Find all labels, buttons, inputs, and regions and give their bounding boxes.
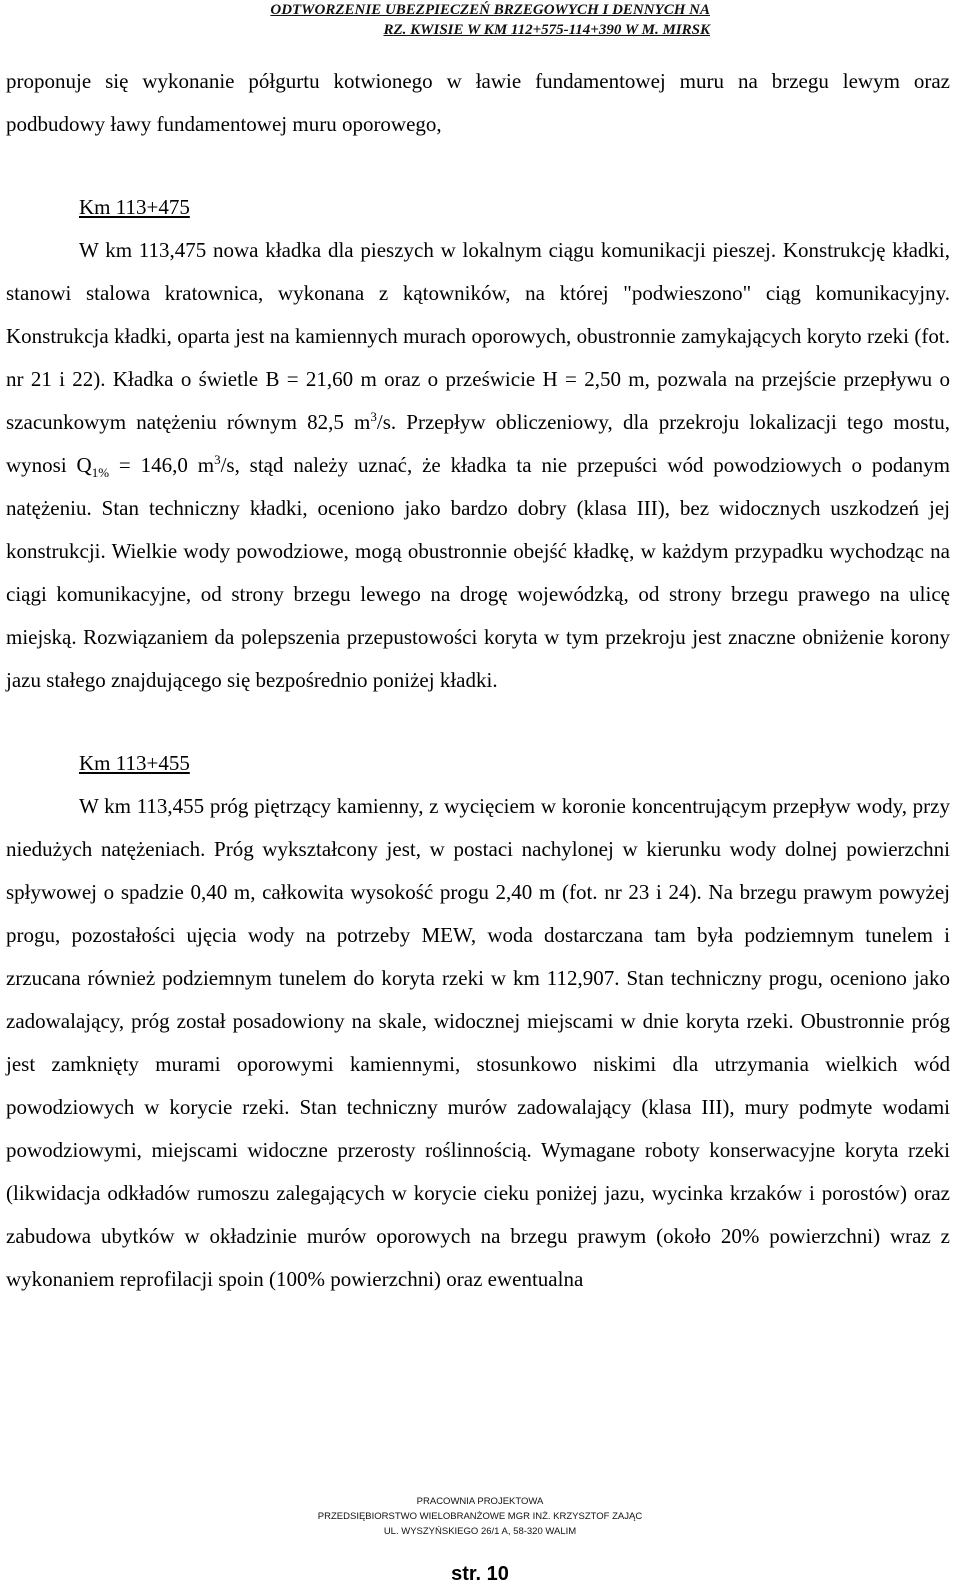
paragraph-text: /s, stąd należy uznać, że kładka ta nie przepuści wód powodziowych o podanym natężeniu. Stan techniczny kładki, oceniono jako bardzo dobry (klasa III), bez widocznych uszkodzeń jej konstrukcji. Wielkie wody powodziowe, mogą obustronnie obejść kładkę, w każdym przypadku wychodząc na ciągi komunikacyjne, od strony brzegu lewego na drogę wojewódzką, od strony brzegu prawego na ulicę miejską. Rozwiązaniem da polepszenia przepustowości koryta w tym przekroju jest znaczne obniżenie korony jazu stałego znajdującego się bezpośrednio poniżej kładki. — [6, 453, 950, 692]
footer-line-3: UL. WYSZYŃSKIEGO 26/1 A, 58-320 WALIM — [383, 1526, 577, 1537]
page-number: str. 10 — [451, 1563, 509, 1585]
superscript: 3 — [370, 409, 377, 424]
footer-line-2: PRZEDSIĘBIORSTWO WIELOBRANŻOWE MGR INŻ. KRZYSZTOF ZAJĄC — [317, 1511, 643, 1522]
subscript: 1% — [91, 465, 110, 481]
document-header — [0, 0, 960, 40]
section-heading-113-455: Km 113+455 — [79, 751, 190, 775]
document-footer — [0, 1494, 960, 1539]
header-line-2: RZ. KWISIE W KM 112+575-114+390 W M. MIRSK — [383, 22, 710, 38]
paragraph-text: /s. Przepływ obliczeniowy, dla przekroju lokalizacji tego mostu, wynosi Q — [6, 410, 950, 477]
paragraph-text: W km 113,475 nowa kładka dla pieszych w lokalnym ciągu komunikacji pieszej. Konstrukcję kładki, stanowi stalowa kratownica, wykonana z kątowników, na której "podwieszono" ciąg komunikacyjny. Konstrukcja kładki, oparta jest na kamiennych murach oporowych, obustronnie zamykających koryto rzeki (fot. nr 21 i 22). Kładka o świetle B = 21,60 m oraz o prześwicie H = 2,50 m, pozwala na przejście przepływu o szacunkowym natężeniu równym 82,5 m — [6, 238, 950, 434]
intro-paragraph: proponuje się wykonanie półgurtu kotwionego w ławie fundamentowej muru na brzegu lewym oraz podbudowy ławy fundamentowej muru oporowego, — [6, 69, 950, 136]
footer-line-1: PRACOWNIA PROJEKTOWA — [416, 1496, 544, 1507]
header-line-1: ODTWORZENIE UBEZPIECZEŃ BRZEGOWYCH I DENNYCH NA — [270, 2, 710, 18]
superscript: 3 — [214, 452, 221, 467]
document-body — [6, 60, 950, 1301]
paragraph-text: = 146,0 m — [109, 453, 215, 477]
section-heading-113-475: Km 113+475 — [79, 195, 190, 219]
section-paragraph-113-455: W km 113,455 próg piętrzący kamienny, z wycięciem w koronie koncentrującym przepływ wody, przy niedużych natężeniach. Próg wykształcony jest, w postaci nachylonej w kierunku wody dolnej powierzchni spływowej o spadzie 0,40 m, całkowita wysokość progu 2,40 m (fot. nr 23 i 24). Na brzegu prawym powyżej progu, pozostałości ujęcia wody na potrzeby MEW, woda dostarczana tam była podziemnym tunelem i zrzucana również podziemnym tunelem do koryta rzeki w km 112,907. Stan techniczny progu, oceniono jako zadowalający, próg został posadowiony na skale, widocznej miejscami w dnie koryta rzeki. Obustronnie próg jest zamknięty murami oporowymi kamiennymi, stosunkowo niskimi dla utrzymania wielkich wód powodziowych w korycie rzeki. Stan techniczny murów zadowalający (klasa III), mury podmyte wodami powodziowymi, miejscami widoczne przerosty roślinnością. Wymagane roboty konserwacyjne koryta rzeki (likwidacja odkładów rumoszu zalegających w korycie cieku poniżej jazu, wycinka krzaków i porostów) oraz zabudowa ubytków w okładzinie murów oporowych na brzegu prawym (około 20% powierzchni) wraz z wykonaniem reprofilacji spoin (100% powierzchni) oraz ewentualna — [6, 794, 950, 1291]
section-paragraph-113-475 — [6, 229, 950, 702]
